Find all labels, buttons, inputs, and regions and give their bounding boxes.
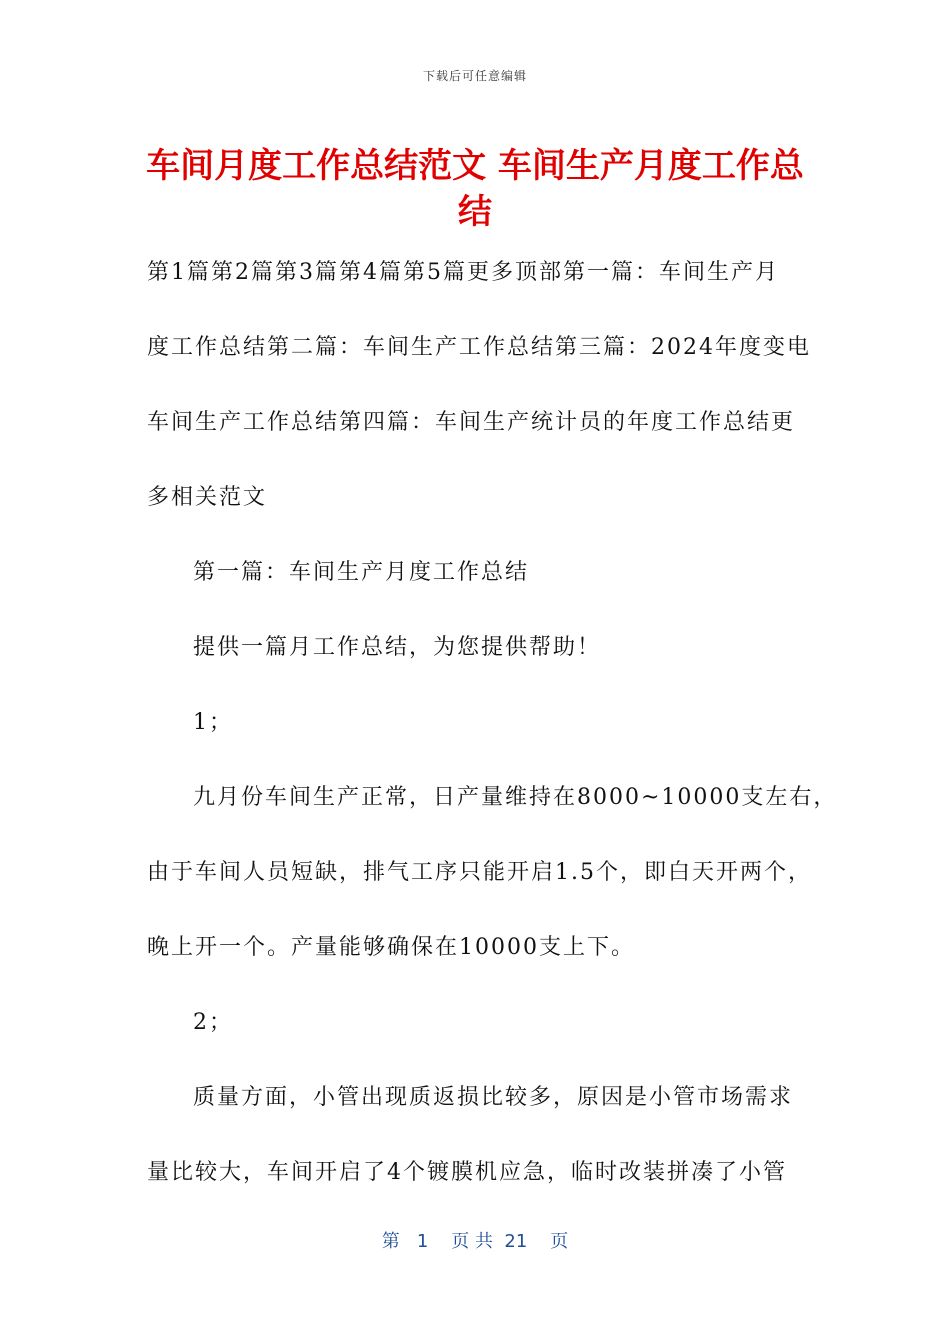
intro-paragraph: 提供一篇月工作总结，为您提供帮助！	[193, 635, 602, 660]
body-line-3: 车间生产工作总结第四篇：车间生产统计员的年度工作总结更	[147, 410, 796, 435]
item-number-2: 2；	[193, 1010, 233, 1035]
title-line-2: 结	[458, 192, 492, 232]
body-line-4: 多相关范文	[147, 485, 268, 510]
header-note: 下载后可任意编辑	[422, 69, 527, 83]
item-number-1: 1；	[193, 710, 233, 735]
paragraph-2-line-1: 质量方面，小管出现质返损比较多，原因是小管市场需求	[193, 1085, 794, 1110]
title-line-1: 车间月度工作总结范文 车间生产月度工作总	[146, 146, 804, 186]
section-heading: 第一篇：车间生产月度工作总结	[193, 560, 530, 585]
page-title	[145, 143, 805, 235]
paragraph-2-line-2: 量比较大，车间开启了4个镀膜机应急，临时改装拼凑了小管	[147, 1160, 787, 1185]
paragraph-1-line-2: 由于车间人员短缺，排气工序只能开启1.5个，即白天开两个，	[147, 860, 812, 885]
paragraph-1-line-1: 九月份车间生产正常，日产量维持在8000~10000支左右，	[193, 785, 838, 810]
body-line-2: 度工作总结第二篇：车间生产工作总结第三篇：2024年度变电	[147, 335, 811, 360]
paragraph-1-line-3: 晚上开一个。产量能够确保在10000支上下。	[147, 935, 635, 960]
page-number-footer: 第 1 页 共 21 页	[381, 1231, 569, 1252]
body-line-1: 第1篇第2篇第3篇第4篇第5篇更多顶部第一篇：车间生产月	[147, 260, 779, 285]
